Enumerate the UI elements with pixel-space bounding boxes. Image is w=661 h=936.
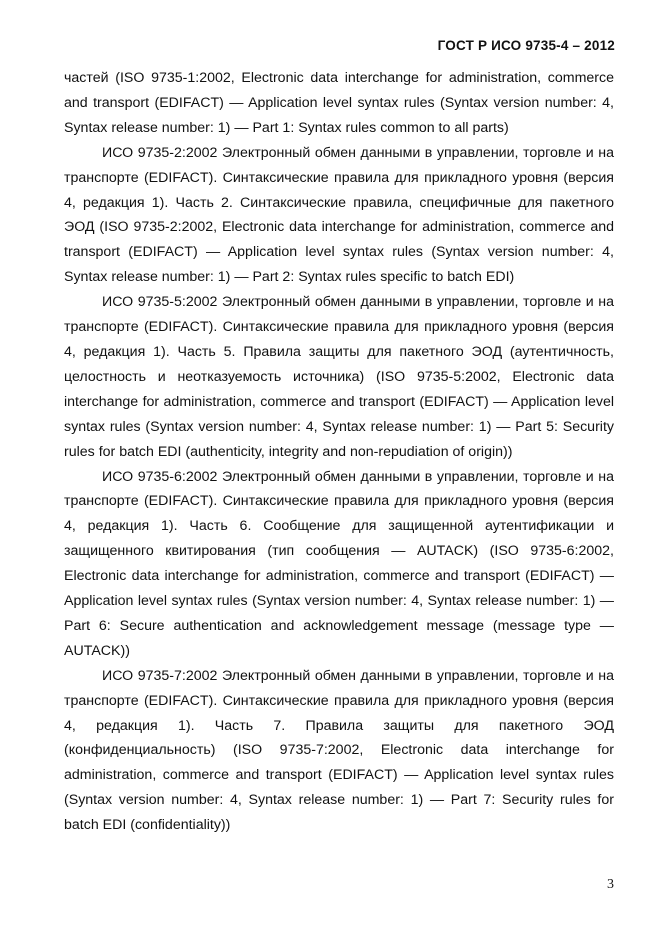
- paragraph-iso-9735-2: ИСО 9735-2:2002 Электронный обмен данными в управлении, торговле и на транспорте (EDIFACT). Синтаксические правила для прикладного уровня (версия 4, редакция 1). Часть 2. Синтаксические правила, специфичные для пакетного ЭОД (ISO 9735-2:2002, Electronic data interchange for administration, commerce and transport (EDIFACT) — Application level syntax rules (Syntax version number: 4, Syntax release number: 1) — Part 2: Syntax rules specific to batch EDI): [64, 144, 614, 286]
- page-number: 3: [607, 877, 614, 892]
- paragraph-iso-9735-7: ИСО 9735-7:2002 Электронный обмен данными в управлении, торговле и на транспорте (EDIFACT). Синтаксические правила для прикладного уровня (версия 4, редакция 1). Часть 7. Правила защиты для пакетного ЭОД (конфиденциальность) (ISO 9735-7:2002, Electronic data interchange for administration, commerce and transport (EDIFACT) — Application level syntax rules (Syntax version number: 4, Syntax release number: 1) — Part 7: Security rules for batch EDI (confidentiality)): [64, 667, 614, 834]
- paragraph-iso-9735-5: ИСО 9735-5:2002 Электронный обмен данными в управлении, торговле и на транспорте (EDIFACT). Синтаксические правила для прикладного уровня (версия 4, редакция 1). Часть 5. Правила защиты для пакетного ЭОД (аутентичность, целостность и неотказуемость источника) (ISO 9735-5:2002, Electronic data interchange for administration, commerce and transport (EDIFACT) — Application level syntax rules (Syntax version number: 4, Syntax release number: 1) — Part 5: Security rules for batch EDI (authenticity, integrity and non-repudiation of origin)): [64, 294, 614, 460]
- paragraph-iso-9735-6: ИСО 9735-6:2002 Электронный обмен данными в управлении, торговле и на транспорте (EDIFACT). Синтаксические правила для прикладного уровня (версия 4, редакция 1). Часть 6. Сообщение для защищенной аутентификации и защищенного квитирования (тип сообщения — AUTACK) (ISO 9735-6:2002, Electronic data interchange for administration, commerce and transport (EDIFACT) — Application level syntax rules (Syntax version number: 4, Syntax release number: 1) — Part 6: Secure authentication and acknowledgement message (message type — AUTACK)): [64, 468, 614, 659]
- document-body: [64, 66, 614, 838]
- paragraph-continuation: частей (ISO 9735-1:2002, Electronic data interchange for administration, commerce and transport (EDIFACT) — Application level syntax rules (Syntax version number: 4, Syntax release number: 1) — Part 1: Syntax rules common to all parts): [64, 70, 614, 136]
- document-designation-header: ГОСТ Р ИСО 9735-4 – 2012: [437, 38, 615, 53]
